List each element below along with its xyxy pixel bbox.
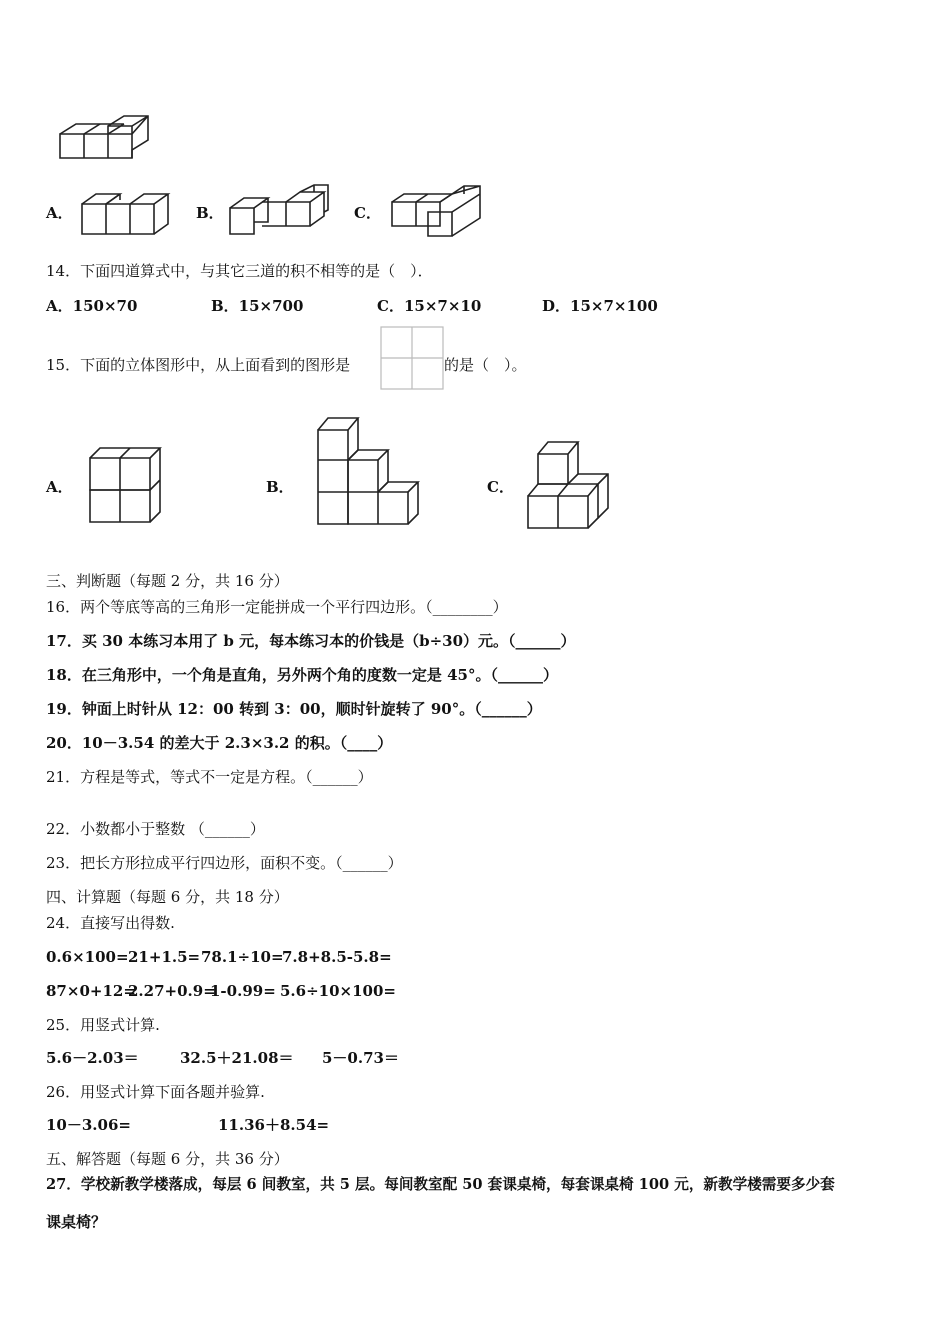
section3-heading: 三、判断题（每题 2 分，共 16 分） — [46, 572, 289, 590]
q24-r2-3: 1-0.99= — [210, 982, 276, 1000]
q24-r2-1: 87×0+12= — [46, 982, 136, 1000]
section4-heading: 四、计算题（每题 6 分，共 18 分） — [46, 888, 289, 906]
q15-option-b-figure[interactable] — [316, 416, 424, 528]
q22: 22．小数都小于整数 （______） — [46, 820, 265, 838]
q25-1: 5.6－2.03＝ — [46, 1049, 139, 1067]
q20: 20．10－3.54 的差大于 2.3×3.2 的积。（____） — [46, 734, 393, 752]
q15-stem-before: 15．下面的立体图形中，从上面看到的图形是 — [46, 356, 351, 374]
q15-top-view-grid — [380, 326, 444, 390]
q24-r1-4: 7.8+8.5-5.8= — [282, 948, 392, 966]
q26-stem: 26．用竖式计算下面各题并验算. — [46, 1083, 265, 1101]
q15-option-c[interactable]: C． — [487, 478, 514, 496]
q14-option-a[interactable]: A．150×70 — [46, 297, 138, 315]
q14-option-d[interactable]: D．15×7×100 — [542, 297, 658, 315]
q27-line1: 27．学校新教学楼落成，每层 6 间教室，共 5 层。每间教室配 50 套课桌椅，每套课桌椅 100 元，新教学楼需要多少套 — [46, 1176, 835, 1193]
section5-heading: 五、解答题（每题 6 分，共 36 分） — [46, 1150, 289, 1168]
q16: 16．两个等底等高的三角形一定能拼成一个平行四边形。（________） — [46, 598, 508, 616]
q15-option-a[interactable]: A． — [46, 478, 73, 496]
q17: 17．买 30 本练习本用了 b 元，每本练习本的价钱是（b÷30）元。（______） — [46, 632, 576, 650]
q14-option-b[interactable]: B．15×700 — [211, 297, 304, 315]
q24-r1-3: 78.1÷10= — [201, 948, 284, 966]
q24-r1-1: 0.6×100= — [46, 948, 129, 966]
q13-reference-figure — [58, 114, 158, 162]
q26-1: 10－3.06= — [46, 1116, 131, 1134]
q24-r1-2: 21+1.5= — [128, 948, 201, 966]
q15-stem-after: 的是（ ）。 — [444, 356, 527, 374]
q27-line2: 课桌椅？ — [46, 1213, 107, 1231]
q15-option-c-figure[interactable] — [526, 440, 616, 532]
q13-option-a-figure[interactable] — [80, 190, 180, 240]
q23: 23．把长方形拉成平行四边形，面积不变。（______） — [46, 854, 403, 872]
q24-stem: 24．直接写出得数. — [46, 914, 175, 932]
q15-option-a-figure[interactable] — [88, 446, 164, 526]
q24-r2-2: 2.27+0.9= — [128, 982, 216, 1000]
q14-stem: 14．下面四道算式中，与其它三道的积不相等的是（ ）． — [46, 262, 433, 280]
q13-option-b[interactable]: B． — [196, 204, 224, 222]
q25-3: 5－0.73＝ — [322, 1049, 399, 1067]
q18: 18．在三角形中，一个角是直角，另外两个角的度数一定是 45°。（______） — [46, 666, 558, 684]
q19: 19．钟面上时针从 12：00 转到 3：00，顺时针旋转了 90°。（______） — [46, 700, 542, 718]
q24-r2-4: 5.6÷10×100= — [280, 982, 396, 1000]
q25-2: 32.5＋21.08＝ — [180, 1049, 294, 1067]
q13-option-b-figure[interactable] — [226, 184, 336, 240]
q13-option-c[interactable]: C． — [354, 204, 381, 222]
q13-option-c-figure[interactable] — [388, 184, 488, 240]
q26-2: 11.36＋8.54= — [218, 1116, 330, 1134]
q25-stem: 25．用竖式计算. — [46, 1016, 160, 1034]
q14-option-c[interactable]: C．15×7×10 — [377, 297, 482, 315]
q21: 21．方程是等式，等式不一定是方程。（______） — [46, 768, 373, 786]
q15-option-b[interactable]: B． — [266, 478, 294, 496]
q13-option-a[interactable]: A． — [46, 204, 73, 222]
